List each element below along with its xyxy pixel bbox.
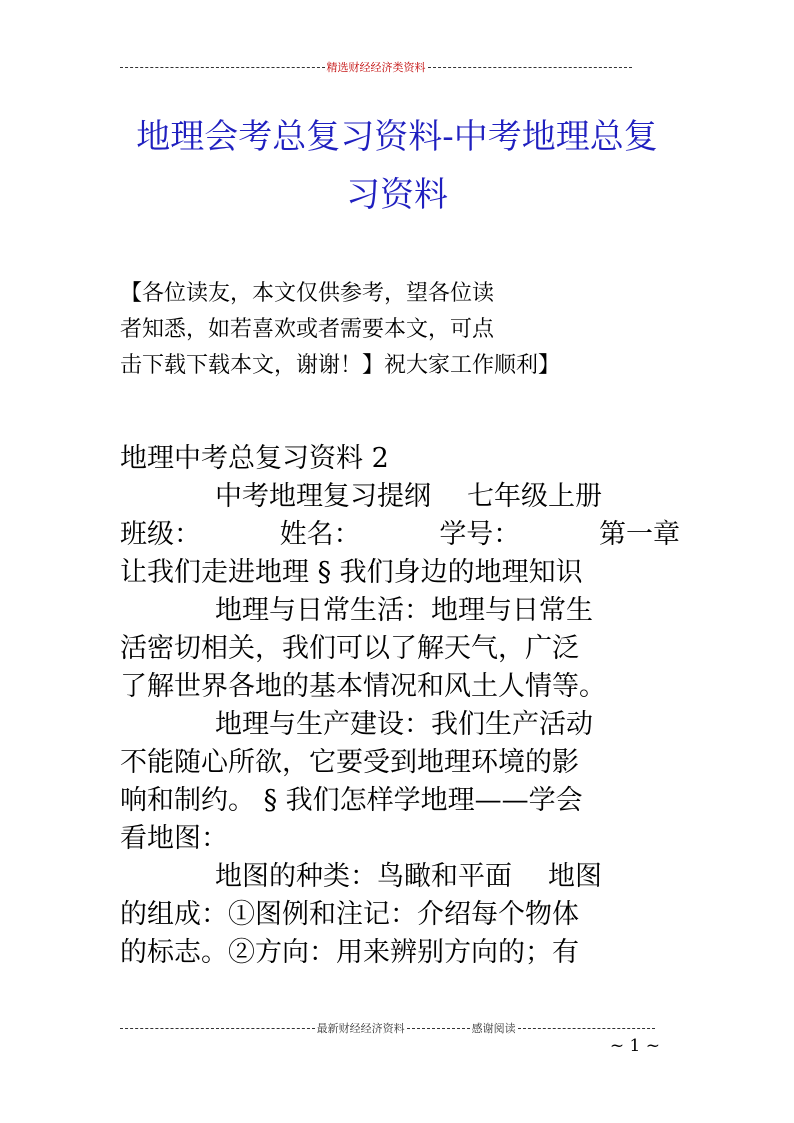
title-line-1: 地理会考总复习资料-中考地理总复 xyxy=(136,117,658,157)
body-line-7: 了解世界各地的基本情况和风土人情等。 xyxy=(120,671,606,702)
document-title xyxy=(100,108,694,224)
class-label: 班级： xyxy=(120,519,201,550)
footer-text-2: 感谢阅读 xyxy=(471,1022,516,1035)
footer-dash-right xyxy=(518,1028,655,1029)
name-label: 姓名： xyxy=(279,519,361,550)
body-line-9: 不能随心所欲，它要受到地理环境的影 xyxy=(120,747,579,778)
map-types: 地图的种类：鸟瞰和平面 xyxy=(215,861,512,892)
number-label: 学号： xyxy=(439,519,521,550)
reader-notice xyxy=(120,276,640,384)
map-types-line xyxy=(120,858,680,896)
section-heading: 地理中考总复习资料 2 xyxy=(120,443,389,474)
header-dash-left xyxy=(120,67,325,68)
body-line-6: 活密切相关，我们可以了解天气，广泛 xyxy=(120,633,579,664)
page-number: ~ 1 ~ xyxy=(609,1036,660,1056)
chapter-label: 第一章 xyxy=(598,519,680,550)
header-dash-right xyxy=(428,67,633,68)
document-body xyxy=(120,440,680,972)
header-rule xyxy=(120,60,632,74)
body-line-10: 响和制约。 § 我们怎样学地理——学会 xyxy=(120,785,583,816)
body-line-14: 的标志。②方向：用来辨别方向的；有 xyxy=(120,937,579,968)
header-text: 精选财经经济类资料 xyxy=(326,61,426,74)
footer-text-1: 最新财经经济资料 xyxy=(316,1022,405,1035)
notice-line-3: 击下载下载本文，谢谢！】祝大家工作顺利】 xyxy=(120,353,561,378)
title-line-2: 习资料 xyxy=(346,175,448,215)
notice-line-2: 者知悉，如若喜欢或者需要本文，可点 xyxy=(120,317,495,342)
body-line-13: 的组成：①图例和注记：介绍每个物体 xyxy=(120,899,579,930)
outline-line xyxy=(120,478,680,516)
outline-title: 中考地理复习提纲 xyxy=(215,481,431,512)
footer-dash-left xyxy=(120,1028,315,1029)
body-line-5: 地理与日常生活：地理与日常生 xyxy=(215,595,593,626)
footer-dash-middle xyxy=(407,1028,470,1029)
body-line-11: 看地图： xyxy=(120,823,228,854)
footer-rule xyxy=(120,1021,655,1035)
notice-line-1: 【各位读友，本文仅供参考，望各位读 xyxy=(120,281,495,306)
map-composition: 地图 xyxy=(548,861,602,892)
body-line-8: 地理与生产建设：我们生产活动 xyxy=(215,709,593,740)
info-line xyxy=(120,516,680,554)
body-line-4: 让我们走进地理 § 我们身边的地理知识 xyxy=(120,557,583,588)
grade-label: 七年级上册 xyxy=(467,481,602,512)
